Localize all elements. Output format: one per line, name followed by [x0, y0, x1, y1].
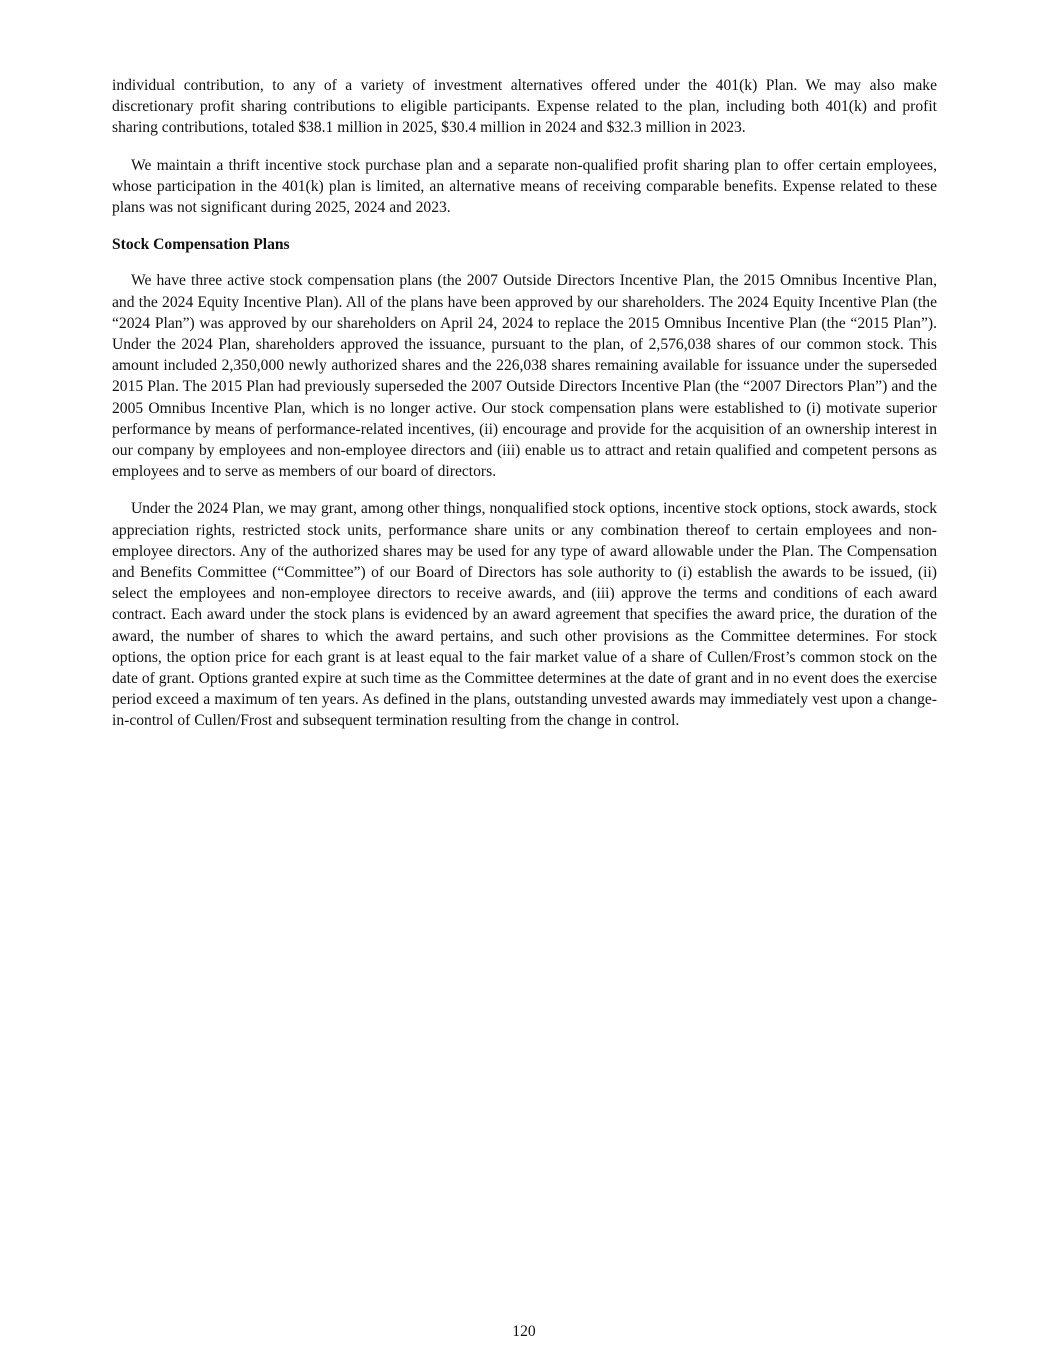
document-page	[112, 75, 937, 748]
paragraph-stock-compensation-plans: We have three active stock compensation plans (the 2007 Outside Directors Incentive Plan, the 2015 Omnibus Incentive Plan, and the 2024 Equity Incentive Plan). All of the plans have been approved by our shareholders. The 2024 Equity Incentive Plan (the “2024 Plan”) was approved by our shareholders on April 24, 2024 to replace the 2015 Omnibus Incentive Plan (the “2015 Plan”). Under the 2024 Plan, shareholders approved the issuance, pursuant to the plan, of 2,576,038 shares of our common stock. This amount included 2,350,000 newly authorized shares and the 226,038 shares remaining available for issuance under the superseded 2015 Plan. The 2015 Plan had previously superseded the 2007 Outside Directors Incentive Plan (the “2007 Directors Plan”) and the 2005 Omnibus Incentive Plan, which is no longer active. Our stock compensation plans were established to (i) motivate superior performance by means of performance-related incentives, (ii) encourage and provide for the acquisition of an ownership interest in our company by employees and non-employee directors and (iii) enable us to attract and retain qualified and competent persons as employees and to serve as members of our board of directors.	[112, 272, 937, 481]
paragraph-thrift-incentive-plan: We maintain a thrift incentive stock purchase plan and a separate non-qualified profit sharing plan to offer certain employees, whose participation in the 401(k) plan is limited, an alternative means of receiving comparable benefits. Expense related to these plans was not significant during 2025, 2024 and 2023.	[112, 156, 937, 217]
paragraph-2024-plan-awards: Under the 2024 Plan, we may grant, among other things, nonqualified stock options, incentive stock options, stock awards, stock appreciation rights, restricted stock units, performance share units or any combination thereof to certain employees and non-employee directors. Any of the authorized shares may be used for any type of award allowable under the Plan. The Compensation and Benefits Committee (“Committee”) of our Board of Directors has sole authority to (i) establish the awards to be issued, (ii) select the employees and non-employee directors to receive awards, and (iii) approve the terms and conditions of each award contract. Each award under the stock plans is evidenced by an award agreement that specifies the award price, the duration of the award, the number of shares to which the award pertains, and such other provisions as the Committee determines. For stock options, the option price for each grant is at least equal to the fair market value of a share of Cullen/Frost’s common stock on the date of grant. Options granted expire at such time as the Committee determines at the date of grant and in no event does the exercise period exceed a maximum of ten years. As defined in the plans, outstanding unvested awards may immediately vest upon a change-in-control of Cullen/Frost and subsequent termination resulting from the change in control.	[112, 500, 937, 730]
paragraph-401k-contributions: individual contribution, to any of a variety of investment alternatives offered under the 401(k) Plan. We may also make discretionary profit sharing contributions to eligible participants. Expense related to the plan, including both 401(k) and profit sharing contributions, totaled $38.1 million in 2025, $30.4 million in 2024 and $32.3 million in 2023.	[112, 77, 937, 137]
section-heading-stock-compensation-plans: Stock Compensation Plans	[112, 236, 290, 254]
page-number: 120	[512, 1323, 536, 1340]
